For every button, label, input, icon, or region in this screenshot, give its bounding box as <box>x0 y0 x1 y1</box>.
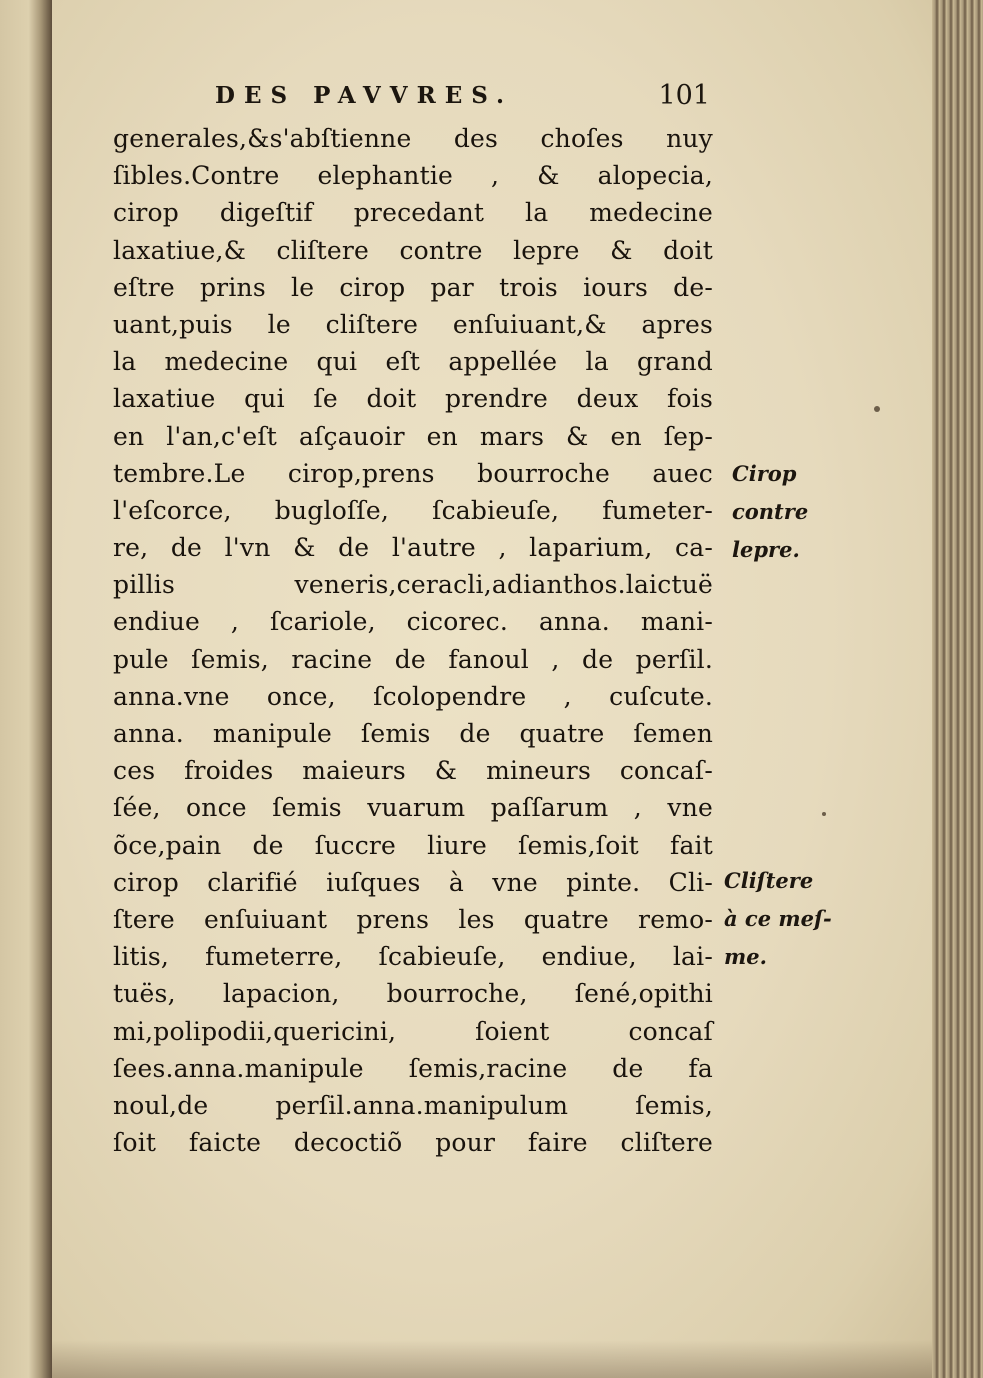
text-line: eſtre prins le cirop par trois iours de- <box>113 272 713 302</box>
text-line: noul,de perſil.anna.manipulum ſemis, <box>113 1090 713 1120</box>
page-header <box>215 82 710 116</box>
paper-speck <box>822 812 826 816</box>
text-line: õce,pain de ſuccre liure ſemis,ſoit fait <box>113 830 713 860</box>
text-line: tuës, lapacion, bourroche, ſené,opithi <box>113 979 713 1009</box>
text-line: ſees.anna.manipule ſemis,racine de fa <box>113 1053 713 1083</box>
text-line: en l'an,c'eſt aſçauoir en mars & en ſep- <box>113 421 713 451</box>
text-line: anna.vne once, ſcolopendre , cuſcute. <box>113 681 713 711</box>
text-line: mi,polipodii,quericini, ſoient concaſ <box>113 1016 713 1046</box>
text-line: tembre.Le cirop,prens bourroche auec <box>113 458 713 488</box>
text-line: litis, fumeterre, ſcabieuſe, endiue, lai- <box>113 942 713 972</box>
margin-note-line: me. <box>724 944 767 969</box>
text-line: ſée, once ſemis vuarum paſſarum , vne <box>113 793 713 823</box>
margin-note-line: Cliſtere <box>724 868 814 893</box>
page-edges <box>932 0 983 1378</box>
text-line: ces froides maieurs & mineurs concaſ- <box>113 756 713 786</box>
main-text <box>113 120 713 1161</box>
page-shadow <box>52 1340 932 1378</box>
margin-note-line: à ce meſ- <box>724 906 832 931</box>
text-line: ſoit faicte decoctiõ pour faire cliſtere <box>113 1128 713 1158</box>
text-line: anna. manipule ſemis de quatre ſemen <box>113 719 713 748</box>
page-number: 101 <box>658 80 710 111</box>
margin-note-line: contre <box>732 499 809 524</box>
text-line: cirop digeſtif precedant la medecine <box>113 198 713 228</box>
paper-speck <box>874 406 880 412</box>
text-line: ſibles.Contre elephantie , & alopecia, <box>113 161 713 191</box>
margin-note-line: Cirop <box>732 461 797 486</box>
text-line: pule ſemis, racine de fanoul , de perſil. <box>113 644 713 674</box>
running-head: DES PAVVRES. <box>215 82 514 109</box>
text-line: endiue , ſcariole, cicorec. anna. mani- <box>113 607 713 637</box>
margin-note-clistere <box>724 862 832 976</box>
text-line: laxatiue,& cliſtere contre lepre & doit <box>113 235 713 265</box>
margin-note-cirop <box>732 455 808 569</box>
text-line: laxatiue qui ſe doit prendre deux fois <box>113 384 713 414</box>
text-line: generales,&s'abſtienne des choſes nuy <box>113 124 713 153</box>
facing-page-edge <box>0 0 52 1378</box>
text-line: ſtere enſuiuant prens les quatre remo- <box>113 904 713 934</box>
margin-note-line: lepre. <box>732 537 800 562</box>
text-line: uant,puis le cliſtere enſuiuant,& apres <box>113 309 713 339</box>
text-line: pillis veneris,ceracli,adianthos.laictuë <box>113 570 713 600</box>
text-line: l'eſcorce, bugloſſe, ſcabieuſe, fumeter- <box>113 495 713 525</box>
text-line: la medecine qui eſt appellée la grand <box>113 347 713 377</box>
text-line: cirop clarifié iuſques à vne pinte. Cli- <box>113 867 713 897</box>
text-line: re, de l'vn & de l'autre , laparium, ca- <box>113 533 713 563</box>
